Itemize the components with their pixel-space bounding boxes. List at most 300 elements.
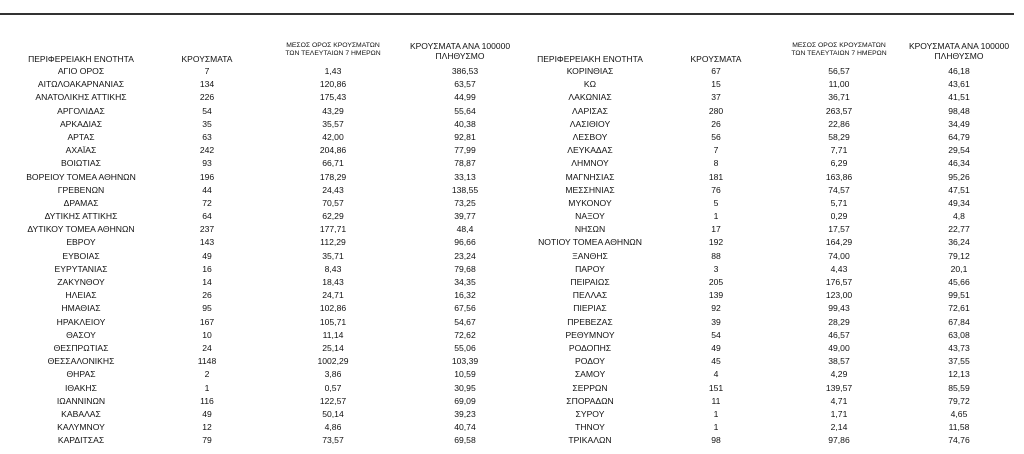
cell-region: ΛΗΜΝΟΥ: [571, 158, 609, 169]
cell-per100k: 77,99: [454, 145, 476, 156]
cell-per100k: 33,13: [454, 171, 476, 182]
cell-cases: 5: [713, 197, 719, 208]
cell-per100k: 85,59: [948, 382, 970, 393]
cell-region: ΔΥΤΙΚΗΣ ΑΤΤΙΚΗΣ: [44, 211, 118, 222]
cell-per100k: 43,61: [948, 79, 970, 90]
cell-per100k: 16,32: [454, 290, 476, 301]
cell-avg7: 73,57: [322, 435, 344, 446]
header-cases-label: ΚΡΟΥΣΜΑΤΑ: [181, 54, 233, 64]
left-rows: [0, 65, 509, 447]
header-avg: [774, 42, 904, 58]
cell-avg7: 43,29: [322, 105, 344, 116]
cell-cases: 12: [202, 422, 212, 433]
table-row: [509, 65, 1019, 78]
cell-avg7: 6,29: [830, 158, 848, 169]
cell-cases: 16: [202, 263, 212, 274]
cell-region: ΗΛΕΙΑΣ: [65, 290, 97, 301]
cell-cases: 1: [713, 422, 719, 433]
cell-region: ΜΥΚΟΝΟΥ: [568, 197, 612, 208]
cell-avg7: 24,71: [322, 290, 344, 301]
cell-cases: 17: [711, 224, 721, 235]
cell-per100k: 64,79: [948, 131, 970, 142]
cell-cases: 196: [199, 171, 215, 182]
cell-region: ΑΡΓΟΛΙΔΑΣ: [57, 105, 105, 116]
cell-cases: 143: [199, 237, 215, 248]
cell-avg7: 11,00: [828, 79, 850, 90]
table-row: [509, 118, 1019, 131]
table-row: [509, 236, 1019, 249]
cell-avg7: 4,29: [830, 369, 848, 380]
table-row: [0, 197, 509, 210]
cell-avg7: 46,57: [828, 329, 850, 340]
cell-per100k: 45,66: [948, 277, 970, 287]
cell-cases: 10: [202, 329, 212, 340]
cell-cases: 139: [708, 290, 724, 301]
table-row: [0, 250, 509, 263]
cell-per100k: 47,51: [948, 184, 970, 195]
cell-region: ΡΟΔΟΠΗΣ: [568, 342, 612, 353]
cell-region: ΣΕΡΡΩΝ: [572, 382, 608, 393]
cell-avg7: 1,71: [830, 408, 848, 419]
header-per100k-line2: ΠΛΗΘΥΣΜΟ: [934, 50, 984, 61]
cell-region: ΜΕΣΣΗΝΙΑΣ: [565, 184, 615, 195]
cell-avg7: 120,86: [319, 79, 347, 90]
table-row: [0, 157, 509, 170]
table-row: [509, 197, 1019, 210]
table-row: [509, 105, 1019, 118]
table-row: [0, 395, 509, 408]
cell-avg7: 62,29: [322, 211, 344, 222]
cell-region: ΕΒΡΟΥ: [66, 237, 96, 248]
cell-region: ΝΟΤΙΟΥ ΤΟΜΕΑ ΑΘΗΝΩΝ: [538, 237, 642, 248]
cell-cases: 3: [713, 263, 719, 274]
cell-avg7: 178,29: [319, 171, 347, 182]
cell-region: ΚΩ: [583, 79, 597, 90]
cell-per100k: 69,58: [454, 435, 476, 446]
cell-per100k: 22,77: [948, 224, 970, 235]
cell-per100k: 40,74: [454, 422, 476, 433]
cell-cases: 1: [713, 211, 719, 222]
header-avg-line1: ΜΕΣΟΣ ΟΡΟΣ ΚΡΟΥΣΜΑΤΩΝ: [792, 42, 886, 49]
cell-per100k: 43,73: [948, 342, 970, 353]
cell-avg7: 112,29: [320, 237, 346, 248]
cell-region: ΠΕΛΛΑΣ: [572, 290, 608, 301]
table-row: [509, 434, 1019, 447]
cell-cases: 8: [713, 158, 719, 169]
cell-cases: 1: [204, 382, 210, 393]
cell-cases: 92: [711, 303, 721, 314]
cell-avg7: 22,86: [828, 118, 850, 129]
cell-region: ΣΠΟΡΑΔΩΝ: [566, 395, 614, 406]
cell-per100k: 54,67: [454, 316, 476, 327]
cell-region: ΚΑΡΔΙΤΣΑΣ: [57, 435, 105, 446]
cell-cases: 226: [199, 92, 215, 103]
cell-region: ΙΩΑΝΝΙΝΩΝ: [56, 395, 106, 406]
cell-region: ΡΟΔΟΥ: [575, 356, 605, 367]
cell-avg7: 175,43: [319, 92, 347, 103]
cell-cases: 88: [711, 250, 721, 261]
cell-avg7: 4,71: [830, 395, 848, 406]
cell-per100k: 30,95: [454, 382, 476, 393]
cell-region: ΛΑΚΩΝΙΑΣ: [568, 92, 612, 103]
cell-avg7: 204,86: [319, 145, 347, 156]
cell-per100k: 34,35: [454, 277, 476, 287]
table-row: [0, 223, 509, 236]
table-row: [509, 184, 1019, 197]
cell-region: ΑΓΙΟ ΟΡΟΣ: [57, 66, 105, 76]
cell-avg7: 28,29: [828, 316, 850, 327]
cell-per100k: 36,24: [948, 237, 970, 248]
cell-avg7: 36,71: [828, 92, 850, 103]
table-row: [509, 223, 1019, 236]
cell-region: ΜΑΓΝΗΣΙΑΣ: [565, 171, 615, 182]
cell-avg7: 263,57: [825, 105, 853, 116]
header-avg-line2: ΤΩΝ ΤΕΛΕΥΤΑΙΩΝ 7 ΗΜΕΡΩΝ: [791, 49, 887, 57]
cell-avg7: 4,43: [830, 263, 848, 274]
cell-region: ΣΑΜΟΥ: [574, 369, 606, 380]
cell-per100k: 78,87: [454, 158, 476, 169]
cell-per100k: 55,64: [454, 105, 476, 116]
cell-region: ΑΙΤΩΛΟΑΚΑΡΝΑΝΙΑΣ: [37, 79, 125, 90]
table-row: [0, 78, 509, 91]
table-row: [0, 316, 509, 329]
cell-avg7: 17,57: [828, 224, 850, 235]
cell-region: ΘΕΣΣΑΛΟΝΙΚΗΣ: [47, 356, 115, 367]
cell-cases: 49: [711, 342, 721, 353]
cell-region: ΤΗΝΟΥ: [575, 422, 605, 433]
table-row: [509, 408, 1019, 421]
table-row: [509, 355, 1019, 368]
cell-cases: 151: [708, 382, 724, 393]
header-cases: [172, 55, 242, 65]
top-rule: [0, 13, 1014, 15]
header-avg-line1: ΜΕΣΟΣ ΟΡΟΣ ΚΡΟΥΣΜΑΤΩΝ: [286, 42, 380, 49]
table-row: [509, 382, 1019, 395]
cell-per100k: 98,48: [948, 105, 970, 116]
cell-per100k: 138,55: [451, 184, 479, 195]
table-row: [509, 316, 1019, 329]
table-row: [509, 131, 1019, 144]
header-region: [509, 55, 671, 65]
cell-region: ΚΑΒΑΛΑΣ: [61, 408, 101, 419]
cell-region: ΝΑΞΟΥ: [575, 211, 605, 222]
cell-per100k: 72,61: [948, 303, 970, 314]
cell-region: ΡΕΘΥΜΝΟΥ: [565, 329, 615, 340]
header-cases-label: ΚΡΟΥΣΜΑΤΑ: [690, 54, 742, 64]
table-row: [0, 421, 509, 434]
table-row: [0, 184, 509, 197]
cell-cases: 26: [711, 118, 721, 129]
cell-region: ΛΕΣΒΟΥ: [572, 131, 608, 142]
cell-cases: 35: [202, 118, 212, 129]
cell-region: ΝΗΣΩΝ: [574, 224, 606, 235]
cell-region: ΚΑΛΥΜΝΟΥ: [57, 422, 105, 433]
table-row: [0, 329, 509, 342]
cell-region: ΛΑΣΙΘΙΟΥ: [569, 118, 611, 129]
cell-cases: 192: [708, 237, 724, 248]
cell-avg7: 105,71: [319, 316, 347, 327]
cell-per100k: 72,62: [454, 329, 476, 340]
cell-per100k: 39,23: [454, 408, 476, 419]
header-cases: [681, 55, 751, 65]
cell-avg7: 177,71: [319, 224, 347, 235]
cell-avg7: 99,43: [828, 303, 850, 314]
cell-avg7: 176,57: [825, 277, 853, 287]
header-avg-line2: ΤΩΝ ΤΕΛΕΥΤΑΙΩΝ 7 ΗΜΕΡΩΝ: [285, 49, 381, 57]
cell-cases: 79: [202, 435, 212, 446]
header-per100k-line1: ΚΡΟΥΣΜΑΤΑ ΑΝΑ 100000: [409, 41, 511, 51]
cell-avg7: 74,57: [828, 184, 850, 195]
cell-region: ΔΥΤΙΚΟΥ ΤΟΜΕΑ ΑΘΗΝΩΝ: [27, 224, 135, 235]
table-row: [509, 210, 1019, 223]
cell-cases: 54: [711, 329, 721, 340]
cell-region: ΗΜΑΘΙΑΣ: [61, 303, 101, 314]
cell-region: ΑΡΚΑΔΙΑΣ: [59, 118, 103, 129]
cell-per100k: 99,51: [948, 290, 970, 301]
cell-cases: 181: [708, 171, 724, 182]
cell-region: ΤΡΙΚΑΛΩΝ: [568, 435, 612, 446]
cell-cases: 93: [202, 158, 212, 169]
cell-region: ΙΘΑΚΗΣ: [65, 382, 97, 393]
cell-cases: 67: [711, 66, 721, 76]
table-row: [509, 157, 1019, 170]
table-row: [0, 434, 509, 447]
table-row: [509, 329, 1019, 342]
cell-region: ΗΡΑΚΛΕΙΟΥ: [56, 316, 106, 327]
cell-cases: 116: [200, 395, 214, 406]
cell-cases: 134: [199, 79, 215, 90]
cell-per100k: 386,53: [451, 66, 479, 76]
cell-cases: 44: [202, 184, 212, 195]
cell-avg7: 49,00: [828, 342, 850, 353]
table-row: [0, 105, 509, 118]
table-row: [509, 395, 1019, 408]
table-row: [0, 302, 509, 315]
cell-region: ΘΕΣΠΡΩΤΙΑΣ: [53, 342, 109, 353]
table-row: [0, 131, 509, 144]
cell-cases: 98: [711, 435, 721, 446]
cell-cases: 7: [713, 145, 719, 156]
table-row: [0, 118, 509, 131]
cell-avg7: 122,57: [319, 395, 347, 406]
cell-cases: 45: [711, 356, 721, 367]
cell-cases: 49: [202, 408, 212, 419]
cell-avg7: 97,86: [828, 435, 850, 446]
cell-cases: 72: [202, 197, 212, 208]
cell-per100k: 37,55: [948, 356, 970, 367]
cell-per100k: 46,18: [948, 66, 970, 76]
cell-region: ΠΕΙΡΑΙΩΣ: [570, 277, 610, 287]
cell-avg7: 18,43: [322, 277, 344, 287]
cell-region: ΠΑΡΟΥ: [575, 263, 605, 274]
cell-avg7: 139,57: [825, 382, 853, 393]
cell-cases: 24: [202, 342, 212, 353]
cell-per100k: 4,8: [953, 211, 965, 222]
cell-avg7: 58,29: [828, 131, 850, 142]
table-row: [0, 408, 509, 421]
table-row: [0, 91, 509, 104]
table-row: [0, 355, 509, 368]
cell-avg7: 25,14: [322, 342, 344, 353]
cell-cases: 95: [202, 303, 212, 314]
cell-cases: 242: [199, 145, 215, 156]
cell-cases: 205: [708, 277, 724, 287]
header-region-label: ΠΕΡΙΦΕΡΕΙΑΚΗ ΕΝΟΤΗΤΑ: [28, 54, 134, 64]
cell-region: ΒΟΡΕΙΟΥ ΤΟΜΕΑ ΑΘΗΝΩΝ: [26, 171, 136, 182]
table-row: [0, 342, 509, 355]
cell-avg7: 11,14: [322, 329, 344, 340]
cell-cases: 37: [711, 92, 721, 103]
cell-avg7: 1002,29: [317, 356, 349, 367]
cell-per100k: 96,66: [454, 237, 476, 248]
table-row: [509, 368, 1019, 381]
cell-avg7: 4,86: [324, 422, 342, 433]
cell-region: ΖΑΚΥΝΘΟΥ: [57, 277, 105, 287]
header-per100k-line2: ΠΛΗΘΥΣΜΟ: [435, 50, 485, 61]
cell-cases: 2: [204, 369, 210, 380]
cell-region: ΞΑΝΘΗΣ: [572, 250, 608, 261]
table-row: [509, 302, 1019, 315]
cell-per100k: 92,81: [454, 131, 476, 142]
table-row: [0, 289, 509, 302]
cell-per100k: 63,57: [454, 79, 476, 90]
cell-avg7: 102,86: [319, 303, 347, 314]
cell-avg7: 3,86: [324, 369, 342, 380]
cell-cases: 280: [708, 105, 724, 116]
cell-avg7: 0,29: [830, 211, 848, 222]
cell-cases: 167: [199, 316, 215, 327]
cell-per100k: 49,34: [948, 197, 970, 208]
cell-avg7: 8,43: [324, 263, 342, 274]
cell-per100k: 48,4: [456, 224, 474, 235]
table-row: [0, 236, 509, 249]
cell-per100k: 29,54: [948, 145, 970, 156]
cell-cases: 4: [713, 369, 719, 380]
table-row: [0, 263, 509, 276]
cell-cases: 56: [711, 131, 721, 142]
cell-region: ΒΟΙΩΤΙΑΣ: [61, 158, 101, 169]
cell-cases: 64: [202, 211, 212, 222]
table-row: [509, 289, 1019, 302]
cell-cases: 237: [199, 224, 215, 235]
cell-region: ΠΡΕΒΕΖΑΣ: [567, 316, 613, 327]
table-row: [509, 342, 1019, 355]
cell-region: ΑΡΤΑΣ: [67, 131, 95, 142]
cell-cases: 39: [711, 316, 721, 327]
table-row: [0, 382, 509, 395]
cell-region: ΔΡΑΜΑΣ: [63, 197, 99, 208]
cell-per100k: 39,77: [454, 211, 476, 222]
header-avg: [268, 42, 398, 58]
cell-per100k: 23,24: [454, 250, 476, 261]
cell-per100k: 10,59: [454, 369, 476, 380]
cell-avg7: 24,43: [322, 184, 344, 195]
table-row: [0, 65, 509, 78]
cell-avg7: 164,29: [825, 237, 853, 248]
cell-region: ΘΗΡΑΣ: [66, 369, 96, 380]
header-per100k-line1: ΚΡΟΥΣΜΑΤΑ ΑΝΑ 100000: [908, 41, 1010, 51]
cell-region: ΑΝΑΤΟΛΙΚΗΣ ΑΤΤΙΚΗΣ: [35, 92, 127, 103]
cell-cases: 54: [202, 105, 212, 116]
cell-per100k: 41,51: [948, 92, 970, 103]
cell-cases: 26: [202, 290, 212, 301]
cell-region: ΠΙΕΡΙΑΣ: [573, 303, 607, 314]
cell-avg7: 5,71: [830, 197, 848, 208]
cell-avg7: 35,71: [322, 250, 344, 261]
cell-cases: 76: [711, 184, 721, 195]
cell-avg7: 7,71: [830, 145, 848, 156]
cell-avg7: 123,00: [825, 290, 853, 301]
cell-per100k: 12,13: [948, 369, 970, 380]
cell-region: ΛΕΥΚΑΔΑΣ: [567, 145, 613, 156]
table-row: [509, 276, 1019, 289]
cell-avg7: 42,00: [322, 131, 344, 142]
cell-region: ΓΡΕΒΕΝΩΝ: [57, 184, 105, 195]
cell-per100k: 67,84: [948, 316, 970, 327]
cell-cases: 1148: [197, 356, 217, 367]
right-rows: [509, 65, 1019, 447]
table-row: [509, 263, 1019, 276]
cell-cases: 15: [711, 79, 721, 90]
header-region-label: ΠΕΡΙΦΕΡΕΙΑΚΗ ΕΝΟΤΗΤΑ: [537, 54, 643, 64]
cell-per100k: 63,08: [948, 329, 970, 340]
cell-per100k: 34,49: [948, 118, 970, 129]
cell-per100k: 79,68: [454, 263, 476, 274]
table-row: [0, 171, 509, 184]
cell-cases: 14: [202, 277, 212, 287]
table-row: [0, 368, 509, 381]
cell-region: ΕΥΡΥΤΑΝΙΑΣ: [54, 263, 108, 274]
cell-region: ΕΥΒΟΙΑΣ: [62, 250, 100, 261]
cell-avg7: 50,14: [322, 408, 344, 419]
cell-avg7: 38,57: [828, 356, 850, 367]
cell-per100k: 79,72: [948, 395, 970, 406]
cell-avg7: 70,57: [322, 197, 344, 208]
cell-cases: 63: [202, 131, 212, 142]
cell-per100k: 95,26: [948, 171, 970, 182]
cell-per100k: 74,76: [948, 435, 970, 446]
table-row: [509, 421, 1019, 434]
cell-region: ΘΑΣΟΥ: [66, 329, 96, 340]
cell-per100k: 79,12: [948, 250, 970, 261]
cell-cases: 1: [713, 408, 719, 419]
cell-avg7: 163,86: [825, 171, 853, 182]
table-row: [0, 144, 509, 157]
cell-per100k: 103,39: [451, 356, 479, 367]
cell-per100k: 4,65: [950, 408, 968, 419]
cell-per100k: 40,38: [454, 118, 476, 129]
table-row: [509, 171, 1019, 184]
table-row: [509, 250, 1019, 263]
cell-avg7: 35,57: [322, 118, 344, 129]
table-row: [509, 78, 1019, 91]
cell-per100k: 69,09: [454, 395, 476, 406]
cell-per100k: 67,56: [454, 303, 476, 314]
cell-region: ΣΥΡΟΥ: [575, 408, 605, 419]
cell-avg7: 2,14: [830, 422, 848, 433]
cell-per100k: 55,06: [454, 342, 476, 353]
cell-cases: 11: [711, 395, 721, 406]
cell-cases: 7: [204, 66, 210, 76]
cell-avg7: 74,00: [828, 250, 850, 261]
cell-per100k: 44,99: [454, 92, 476, 103]
cell-per100k: 73,25: [454, 197, 476, 208]
cell-per100k: 11,58: [948, 422, 970, 433]
header-per100k: [894, 42, 1024, 62]
table-row: [509, 144, 1019, 157]
cell-region: ΑΧΑΪΑΣ: [65, 145, 97, 156]
cell-cases: 49: [202, 250, 212, 261]
